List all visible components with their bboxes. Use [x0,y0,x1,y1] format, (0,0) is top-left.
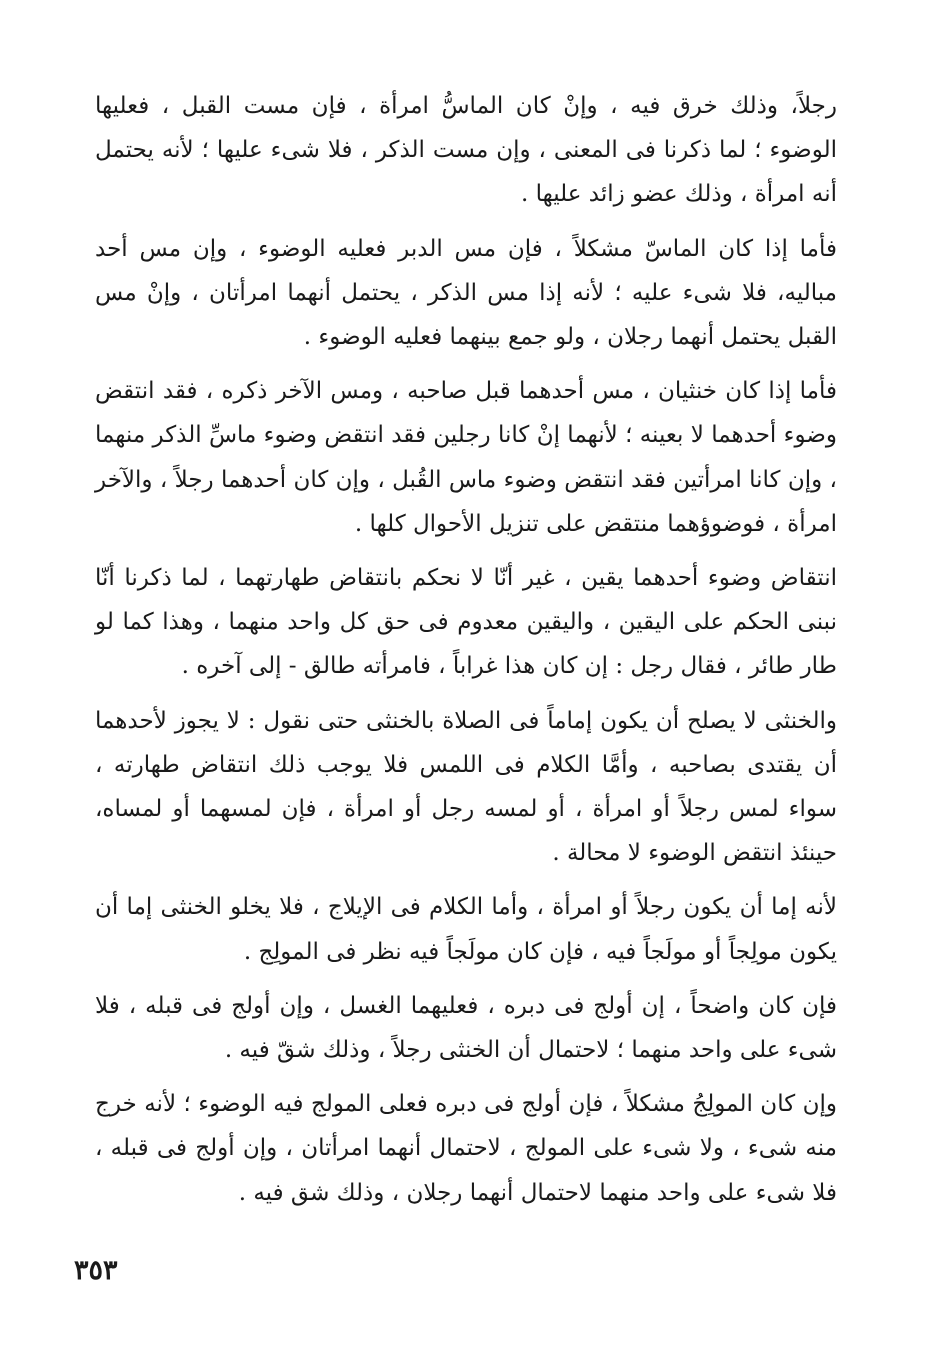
paragraph-1: رجلاً، وذلك خرق فيه ، وإنْ كان الماسُّ امرأة ، فإن مست القبل ، فعليها الوضوء ؛ لما ذكرنا فى المعنى ، وإن مست الذكر ، فلا شىء عليها ؛ لأنه يحتمل أنه امرأة ، وذلك عضو زائد عليها . [95,93,837,208]
paragraph-5: والخنثى لا يصلح أن يكون إماماً فى الصلاة بالخنثى حتى نقول : لا يجوز لأحدهما أن يقتدى بصاحبه ، وأمَّا الكلام فى اللمس فلا يوجب ذلك انتقاض طهارته ، سواء لمس رجلاً أو امرأة ، أو لمسه رجل أو امرأة ، فإن لمسهما أو لمساه، حينئذ انتقض الوضوء لا محالة . [95,707,837,867]
page-number: ٣٥٣ [74,1255,118,1286]
paragraph-2: فأما إذا كان الماسّ مشكلاً ، فإن مس الدبر فعليه الوضوء ، وإن مس أحد مباليه، فلا شىء عليه ؛ لأنه إذا مس الذكر ، يحتمل أنهما امرأتان ، وإنْ مس القبل يحتمل أنهما رجلان ، ولو جمع بينهما فعليه الوضوء . [95,235,837,351]
paragraph-3: فأما إذا كان خنثيان ، مس أحدهما قبل صاحبه ، ومس الآخر ذكره ، فقد انتقض وضوء أحدهما لا بعينه ؛ لأنهما إنْ كانا رجلين فقد انتقض وضوء ماسِّ الذكر منهما ، وإن كانا امرأتين فقد انتقض وضوء ماس القُبل ، وإن كان أحدهما رجلاً ، والآخر امرأة ، فوضوؤهما منتقض على تنزيل الأحوال كلها . [95,378,837,537]
paragraph-7: فإن كان واضحاً ، إن أولج فى دبره ، فعليهما الغسل ، وإن أولج فى قبله ، فلا شىء على واحد منهما ؛ لاحتمال أن الخنثى رجلاً ، وذلك شقّ فيه . [95,992,837,1064]
paragraph-8: وإن كان المولِجُ مشكلاً ، فإن أولج فى دبره فعلى المولج فيه الوضوء ؛ لأنه خرج منه شىء ، ولا شىء على المولج ، لاحتمال أنهما امرأتان ، وإن أولج فى قبله ، فلا شىء على واحد منهما لاحتمال أنهما رجلان ، وذلك شق فيه . [95,1091,837,1206]
body-text [95,84,837,1225]
paragraph-4: انتقاض وضوء أحدهما يقين ، غير أنّا لا نحكم بانتقاض طهارتهما ، لما ذكرنا أنّا نبنى الحكم على اليقين ، واليقين معدوم فى حق كل واحد منهما ، وهذا كما لو طار طائر ، فقال رجل : إن كان هذا غراباً ، فامرأته طالق - إلى آخره . [95,565,837,680]
paragraph-6: لأنه إما أن يكون رجلاً أو امرأة ، وأما الكلام فى الإيلاج ، فلا يخلو الخنثى إما أن يكون مولِجاً أو مولَجاً فيه ، فإن كان مولَجاً فيه نظر فى المولِج . [95,894,837,965]
